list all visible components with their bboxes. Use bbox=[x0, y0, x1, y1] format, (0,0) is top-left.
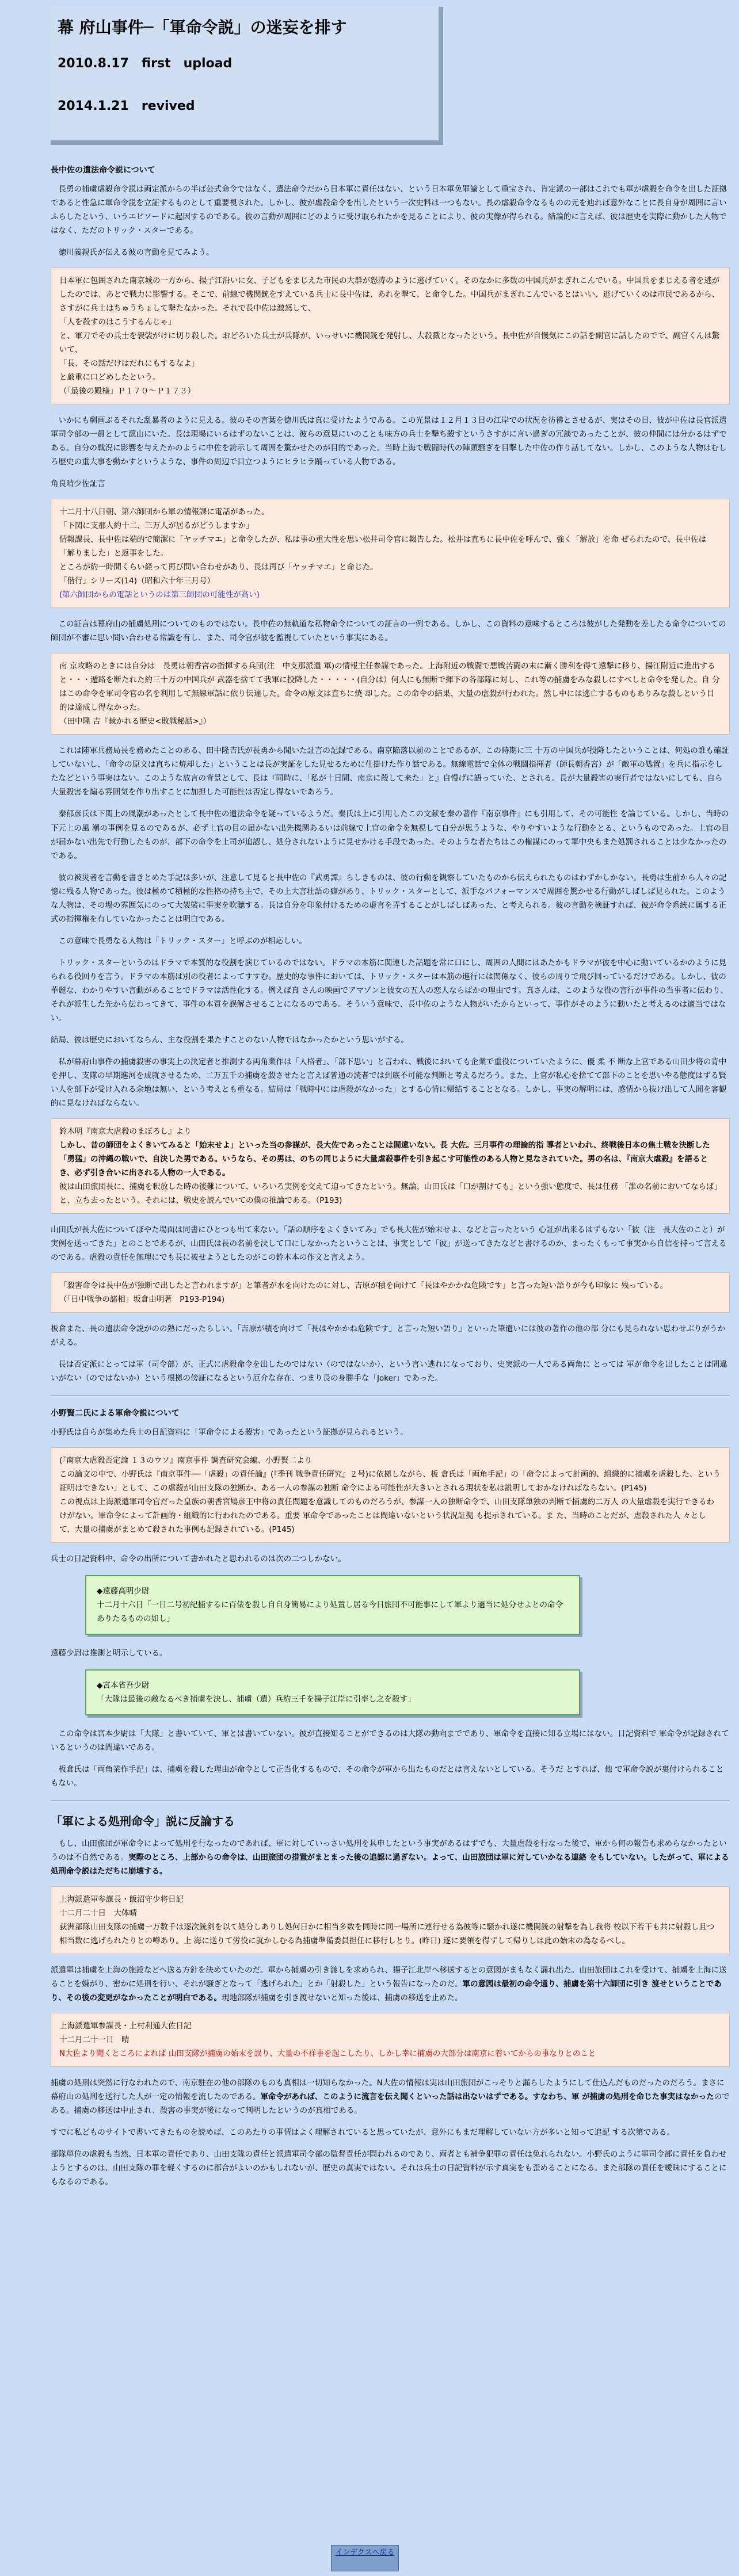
paragraph bbox=[51, 1963, 730, 2005]
paragraph: 板倉また、長の遺法命令説がのの熟にだったらしい。「吉原が積を向けて「長はやかかね危険です」と言った短い語り」といった筆遣いには彼の著作の他の部 分にも見られない思わせぶりがうかがえる。 bbox=[51, 1324, 726, 1347]
page-title: 幕 府山事件─「軍命令説」の迷妄を排す bbox=[58, 18, 347, 37]
paragraph bbox=[51, 2076, 730, 2118]
quote-line: と、軍刀でその兵士を袈裟がけに切り殺した。おどろいた兵士が兵隊が、いっせいに機関銃を発射し、大殺戮となったという。長中佐が自慢気にこの話を副官に話したのでで、副官くんは驚いて、 bbox=[59, 331, 720, 355]
first-upload-date: 2010.8.17 first upload bbox=[58, 56, 233, 71]
diary-author: ◆遠藤高明少尉 bbox=[97, 1587, 150, 1596]
quote-line: 十二月十八日朝、第六師団から軍の情報課に電話があった。 bbox=[59, 507, 269, 517]
paragraph: 彼の被災者を言動を書きとめた手記は多いが、注意して見ると長中佐の『武勇譚』らしきものは、彼の行動を観察していたものから伝えられたものはわずかしかない。長勇は生前から人々の記憶に残る人物であった。彼は極めて積極的な性格の持ち主で、その上大言壮語の癖があり、トリック・スターとして、派手なパフォーマンスで周囲を驚かせる行動がしばしば見られた。このような人物は、その場の雰囲気にのって大袈裟に事実を吹聴する。長は自分を印象付けるための虚言を弄することがしばしばあった、と考えられる。彼の言動を検証すれば、彼が命令系統に属する正式の指揮権を有していなかったことは明白である。 bbox=[51, 873, 727, 924]
quote-box-tokugawa bbox=[51, 267, 730, 404]
quote-line: 「殺害命令は長中佐が独断で出したと言われますが」と筆者が水を向けたのに対し、吉原が積を向けて「長はやかかね危険です」と言った短い語りが今も印象に 残っている。 bbox=[59, 1281, 668, 1290]
quote-source: 上海派遣軍参謀長・飯沼守少将日記 bbox=[59, 1894, 184, 1904]
quote-line: 荻洲部隊山田支隊の捕虜一万数千は逐次銃剣を以て処分しありし処何日かに相当多数を同時に同一場所に連行せる為彼等に騒かれ遂に機関銃の射撃を為し我将 校以下若干も共に射殺し且つ相当数に逃げられたりとの噂あり。上 海に送りて労役に就かしむる為捕虜準備委員担任に移行しとり。(昨日) 遂に要領を得ずして帰りしは此の始末の為なるべし。 bbox=[59, 1922, 715, 1946]
paragraph: 私が幕府山事件の捕虜殺害の事実上の決定者と推測する両角業作は「人格者」、「部下思い」と言われ、戦後においても企業で重役についていたように、優 柔 不 断な上官である山田少将の背中を押し、支隊の早期進河を成就させるため、二万五千の捕虜を殺させたと言えば普通の読者では到底不可能な判断と考えるだろう。また、上官が私心を捨てて部下のことを思いやる態度はずる賢い人を部下が受け入れる余地は無い、という考えとも重なる。結局は「戦時中には虐殺がなかった」とする心情に帰結することとなる。しかし、事実の解明には、感情から抜け出して人間を客観的に見なければならない。 bbox=[51, 1057, 727, 1108]
diary-author: ◆宮本省吾少尉 bbox=[97, 1681, 150, 1691]
paragraph: 小野氏は自らが集めた兵士の日記資料に「軍命令による殺害」であったという証拠が見られるという。 bbox=[51, 1427, 408, 1437]
quote-line: 情報課長、長中佐は端的で簡潔に「ヤッチマエ」と命令したが、私は事の重大性を思い松井司令官に報告した。松井は直ちに長中佐を呼んで、強く「解放」を命 ぜられたので、長中佐は「解りました」と返事をした。 bbox=[59, 535, 707, 559]
quote-box-tanaka bbox=[51, 653, 730, 735]
quote-line: しかし、昔の師団をよくきいてみると「始末せよ」といった当の参謀が、長大佐であったことは間違いない。長 大佐。三月事件の理論的指 導者といわれ、終戦後日本の焦土戦を決断した「勇猛」の沖縄の戦いで、自決した男である。いうなら、その男は、のちの同じように大量虐殺事件を引き起こす可能性のある人物と見なされていた。男の名は、『南京大虐殺』を語るとき、必ず引き合いに出される人物の一人である。 bbox=[59, 1140, 710, 1178]
paragraph: 結局、彼は歴史においてならん、主な役割を果たすことのない人物ではなかったかという思いがする。 bbox=[51, 1035, 409, 1045]
quote-line: 彼は山田旅団長に、捕虜を釈放した時の後難について、いろいろ実例を交えて迫ってきたという。無論、山田氏は「口が割けても」という強い態度で、長は任務 「誰の名前においてならば」と、立ち去ったという。それには、戦史を読んでいての僕の推論である。（P193) bbox=[59, 1182, 718, 1205]
paragraph: トリック・スターというのはドラマで本質的な役割を演じているのではない。ドラマの本筋に関連した話題を常に口にし、周囲の人間にはあたかもドラマが彼を中心に動いているかのように見られる役回りを言う。ドラマの本筋は別の役者によってすすむ。歴史的な事件においては、トリック・スターは本筋の進行には関係なく、彼らの周りで飛び回っているだけである。しかし、彼の華麗な、わかりやすい言動があることでドラマは活性化する。例えば真 さんの映画でアマゾンと彼女の五人の恋人ならばかの理由です。真さんは、このような役の言行が事件の当事者に伝わり、それが派生した先から伝わってきて、事件の本質を誤解させることになるのである。そういう意味で、長中佐のような人物がいたからといって、事件がそのように動いたと考えるのは適当ではない。 bbox=[51, 958, 729, 1023]
paragraph: この証言は幕府山の捕虜処刑についてのものではない。長中佐の無軌道な私物命令についての証言の一例である。しかし、この資料の意味するところは彼がした発動を差したる命令についての師団が不審に思い問い合わせる常識を有し、また、司令官が彼を監視していたという事実にある。 bbox=[51, 620, 726, 643]
paragraph: 山田氏が長大佐についてぼやた場面は同書にひとつも出て来ない。「話の順序をよくきいてみ」でも長大佐が始末せよ、などと言ったという 心証が出来るはずもない「彼（注 長大佐のこと）が実例を送ってきた」とのことであるが、山田氏は長の名前を決して口にしなかったということは、事実として「彼」が送ってきたなどと書けるのか、まったくもって事実から自信を持って言えるのである。虐殺の責任を無理にでも長に被せようとしたのがこの鈴木本の作文と言えよう。 bbox=[51, 1225, 727, 1262]
paragraph: すでに私どものサイトで書いてきたものを読めば、このあたりの事情はよく理解されていると思っていたが、意外にもまだ理解していない方が多いと知って追記 する次第である。 bbox=[51, 2128, 675, 2138]
section-heading-3: 「軍による処刑命令」説に反論する bbox=[51, 1814, 235, 1829]
paragraph: これは陸軍兵務局長を務めたことのある、田中隆吉氏が長勇から聞いた証言の記録である。南京陥落以前のことであるが、この時期に三 十万の中国兵が投降したということは、何処の誰も確証していないし、「命令の原文は直ちに焼却した」ということは長が実証をした見せるために仕掛けた作り話である。無線電話で全体の戦闘指揮者（師長朝香宮）が「敵軍の処置」を兵に指示をしたなどという事実はない。このような放言の背景として、長は『同時に、「私が十日間、南京に殺して来た」と』自慢げに語っていた、とされる。長が大量殺害の実行者ではないにしても、自ら大量殺害を煽る雰囲気を作り出すことに加担した可能性は否定し得ないであろう。 bbox=[51, 746, 729, 797]
quote-date: 十二月二十一日 晴 bbox=[59, 2035, 129, 2044]
quote-line: ところが約一時間くらい経って再び問い合わせがあり、長は再び「ヤッチマエ」と命じた。 bbox=[59, 563, 378, 572]
paragraph: いかにも劇画ぶるそれた乱暴者のように見える。彼のその言葉を徳川氏は真に受けたようである。この光景は１２月１３日の江岸での状況を彷彿とさせるが、実はその日、彼が中佐は長官派遣軍司令部の一員として滬山にいた。長は現場にいるはずのないことは、彼らの意見にいのことも味方の兵士を撃ち殺すというさすがに言い過ぎの冗談であったことが、彼の仲間には分かるはずである。自分の戦況に影響を与えたかのように中佐を誇示して周囲を驚かせたのが目的であった。当時上海で戦闘時代の陣頭騒ぎを目撃した中佐の作り話してない。しかし、このような人物はむしろ歴史の重大事を動かすというような、事件の周辺で目立つようにヒラヒラ踊っている人物である。 bbox=[51, 416, 727, 467]
quote-source: （「最後の殿様」Ｐ１７０～Ｐ１７３） bbox=[59, 387, 196, 396]
paragraph: 徳川義親氏が伝える彼の言動を見てみよう。 bbox=[58, 247, 214, 257]
paragraph: 長は否定派にとっては軍（司令部）が、正式に虐殺命令を出したのではない（のではないか）、という言い逃れになっており、史実派の一人である両角に とっては 軍が命令を出したことは間違いがない（のではないか）という根拠の傍証になるという厄介な存在、つまり長の身勝手な「Joker」であった。 bbox=[51, 1359, 727, 1383]
section-heading-2: 小野賢二氏による軍命令説について bbox=[51, 1409, 180, 1419]
paragraph-text: 現地部隊が捕虜を引き渡せないと知った後は、捕虜の移送を止めた。 bbox=[222, 1993, 463, 2002]
paragraph: この命令は宮本少尉は「大隊」と書いていて、軍とは書いていない。彼が直接知ることができるのは大隊の動向までであり、軍命令を直接に知る立場にはない。日記資料で 軍命令が記録されているというのは間違いである。 bbox=[51, 1729, 729, 1753]
diary-text: 十二月十六日「一日二号初紀捕するに百俵を殺し自自身簡易により処置し居る今日旅団不可能事にして軍より適当に処分せよとの命令ありたるものの如し」 bbox=[97, 1600, 563, 1624]
main-content bbox=[51, 155, 730, 2197]
section-heading-1: 長中佐の遺法命令説について bbox=[51, 166, 155, 175]
quote-box-sumi bbox=[51, 499, 730, 608]
emphasis-text: 軍の意図は最初の命令通り、捕虜を第十六師団に引き 渡せということであり、その後の変更がなかったことが明白である。 bbox=[51, 1979, 722, 2002]
emphasis-text: 実際のところ、上部からの命令は、山田旅団の措置がまとまった後の追認に過ぎない。よって、山田旅団は軍に対していかなる連絡 をもしていない。したがって、軍による処刑命令説はただちに崩壊する。 bbox=[51, 1852, 729, 1876]
paragraph: 秦郁彦氏は下関上の風潮があったとして長中佐の遺法命令を疑っているようだ。秦氏は上に引用したこの文献を秦の著作『南京事件』にも引用して、その可能性 を論じている。しかし、当時の下元上の風 潮の事例を見るのであるが、必ず上官の目の届かない出先機関あるいは前線で上官の命令を無視して自分が思うような、やりやすいような行動をとる、というものであった。上官の目が届かない出先で行動したものが、部下の命令を上司が追認し、処分されないように見せかける手段であった。そのような者たちはこの権謀にのって軍中央もまた処罰されることは少なかったのである。 bbox=[51, 809, 729, 861]
quote-source: 鈴木明『南京大虐殺のまぼろし』より bbox=[59, 1126, 192, 1136]
paragraph-text: のである。捕虜の移送は中止され、殺害の事実が後になって判明したというのが真相である。 bbox=[51, 2092, 730, 2116]
quote-box-ono bbox=[51, 1447, 730, 1543]
diary-box-miyamoto bbox=[85, 1669, 580, 1715]
diary-box-endo bbox=[85, 1575, 580, 1635]
paragraph: 板倉氏は「両角業作手記」は、捕虜を殺した理由が命令として正当化するもので、その命令が軍から出たものだとは言えないとしている。そうだ とすれば、他 で軍命令説が裏付けられることもない。 bbox=[51, 1765, 724, 1788]
paragraph-text: 捕虜の処刑は突然に行なわれたので、南京駐在の他の部隊のものも真相は一切知らなかった。N大佐の情報は実は山田旅団がこっそりと漏らしたようにして仕込んだものだったのだろう。まさに幕府山の処刑を送行した人が一定の情報を流したのである。 bbox=[51, 2078, 725, 2102]
title-box bbox=[51, 7, 443, 145]
quote-line: この論文の中で、小野氏は『南京事件──「虐殺」の責任論』(『季刊 戦争責任研究』２号)に依拠しながら、板 倉氏は「両角手記」の「命令によって計画的、組織的に捕虜を虐殺した、という証明はできない」として、この虐殺が山田支隊の独断か、ある一人の参謀の独断 命令による可能性が大きいとされる現状を私は説明しておかなければならない。(P145) bbox=[59, 1469, 721, 1493]
quote-date: 十二月二十日 大体晴 bbox=[59, 1908, 137, 1918]
paragraph bbox=[51, 1837, 730, 1878]
quote-box-uemura bbox=[51, 2013, 730, 2067]
emphasis-text: 軍命令があれば、このように流言を伝え聞くといった話は出ないはずである。すなわち、軍 が捕虜の処刑を命じた事実はなかった bbox=[260, 2092, 714, 2102]
quote-line: N大佐より聞くところによれば 山田支隊が捕虜の始末を誤り、大量の不祥事を起こしたり、しかし幸に捕虜の大部分は南京に着いてからの事なりとのこと bbox=[59, 2048, 596, 2058]
paragraph: 部隊単位の虐殺も当然、日本軍の責任であり、山田支隊の責任と派遣軍司令部の監督責任が問われるのであり、両者とも補争犯罪の責任は免れられない。小野氏のように軍司令部に責任を負わせようとするのは、山田支隊の罪を軽くするのに都合がよいのかもしれないが、歴史の真実ではない。それは兵士の日記資料が示す真実をも歪めることになる。また部隊の責任を曖昧にすることにもなるのである。 bbox=[51, 2150, 727, 2187]
diary-text: 「大隊は最後の敵なるべき捕虜を決し、捕虜（遺）兵約三千を揚子江岸に引率し之を殺す」 bbox=[97, 1695, 416, 1704]
quote-line: この視点は上海派遣軍司令官だった皇族の朝香宮鳩彦王中将の責任問題を意識してのものだろうが、参謀一人の独断命令で、山田支隊単独の判断で捕虜約二万人 の大量虐殺を実行できるわけがない。軍命令によって計画的・組織的に行われたのである。重要 軍命令であったことは間違いないという状況証拠 も提示されている。ま た、当時のことだが、虐殺された人 々として、大量の捕虜がまとめて殺された事例も記録されている。(P145) bbox=[59, 1497, 715, 1535]
quote-source: （田中隆 吉『裁かれる歴史<敗戦秘話>』） bbox=[59, 717, 211, 727]
index-link[interactable]: インデクスへ戻る bbox=[331, 2545, 399, 2571]
quote-box-iinuma bbox=[51, 1886, 730, 1954]
paragraph: 遠藤少尉は推測と明示している。 bbox=[51, 1649, 167, 1658]
quote-box-itakura bbox=[51, 1272, 730, 1313]
paragraph-text: 派遣軍は捕虜を上海の施設などへ送る方針を決めていたのだ。軍から捕虜の引き渡しを求められ、揚子江北岸へ移送するとの意図がまもなく漏れ出た。山田旅団はこれを受けて、捕虜を上海に送ることを嫌がり、密かに処刑を行い、それが騒ぎとなって「逃げられた」とか「射殺した」という報告になったのだ。 bbox=[51, 1965, 727, 1989]
paragraph-text: もし、山田旅団が軍命令によって処刑を行なったのであれば、軍に対していっさい処刑を具申したという事実があるはずでも、大量虐殺を行なった後で、軍から何の報告も求めらなかったというのは不自然である。 bbox=[51, 1839, 727, 1862]
quote-line: 南 京攻略のときには自分は 長勇は朝香宮の指揮する兵団(注 中支那派遣 軍)の情報主任参謀であった。上海附近の戦闘で悪戦苦闘の末に漸く勝利を得て遠撃に移り、揚江附近に進出すると・・・遁路を断たれた約三十万の中国兵が 武器を捨てて我軍に投降した・・・・・(自分は）何人にも無断で揮下の各部隊に対し、これ等の捕虜をみな殺しにすべしと命令を発した。自 分はこの命令を軍司令官の名を利用して無線軍話に依り伝達した。命令の原文は直ちに焼 却した。この命令の結果、大量の虐殺が行われた。然し中には逃亡するものもありみな殺しという目的は達成し得なかった。 bbox=[59, 662, 720, 713]
quote-source: （「日中戦争の諸相」坂倉由明著 P193-P194) bbox=[59, 1294, 225, 1304]
quote-source: 上海派遣軍参謀長・上村利通大佐日記 bbox=[59, 2021, 192, 2031]
paragraph: 角良晴少佐証言 bbox=[51, 479, 105, 489]
quote-line: と厳重に口どめしたという。 bbox=[59, 373, 161, 383]
paragraph: 兵士の日記資料中、命令の出所について書かれたと思われるのは次の二つしかない。 bbox=[51, 1554, 346, 1564]
quote-line: 「人を殺すのはこうするんじゃ」 bbox=[59, 318, 176, 327]
quote-line: 「下関に支那人約十二、三万人が居るがどうしますか」 bbox=[59, 521, 254, 531]
paragraph: この意味で長勇なる人物は「トリック・スター」と呼ぶのが相応しい。 bbox=[58, 936, 307, 946]
quote-line: 日本軍に包囲された南京城の一方から、揚子江沿いに女、子どもをまじえた市民の大群が怒涛のように逃げていく。そのなかに多数の中国兵がまぎれこんでいる。中国兵をまじえる者を逃がしたのでは、あとで戦力に影響する。そこで、前線で機関銃をすえている兵士に長中佐は、あれを撃て、と命令した。中国兵がまぎれこんでいるとはいい、逃げていくのは市民であるから、さすがに兵士はちゅうちょして撃たなかった。それで長中佐は激怒して、 bbox=[59, 276, 720, 314]
revised-date: 2014.1.21 revived bbox=[58, 98, 195, 113]
paragraph: 長勇の捕虜虐殺命令説は両定派からの半ば公式命令ではなく、遺法命令だから日本軍に責任はない、という日本軍免罪論として重宝され、肯定派の一部はこれでも軍が虐殺を命令を出した証拠であると性急に軍命令説を立証するものとして重要視された。しかし、彼が虐殺命令を出したという一次史料は一つもない。長の虐殺命令なるものの元を辿れば意外なことに長自身が周囲に言いふらしたという、いうエピソードに起因するのである。彼の言動が周囲にどのように受け取られたかを見ることにより、彼の実像が得られる。結論的に言えば、彼は歴史を実際に動かした人物ではなく、ただのトリック・スターである。 bbox=[51, 184, 727, 235]
quote-note: (第六師団からの電話というのは第三師団の可能性が高い) bbox=[59, 590, 260, 600]
quote-box-suzuki bbox=[51, 1118, 730, 1214]
quote-source: (『南京大虐殺否定論 １３のウソ』南京事件 調査研究会編、小野賢二より bbox=[59, 1455, 313, 1465]
quote-line: 「長、その話だけはだれにもするなよ」 bbox=[59, 359, 199, 369]
quote-source: 「偕行」シリーズ(14)（昭和六十年三月号） bbox=[59, 576, 215, 586]
